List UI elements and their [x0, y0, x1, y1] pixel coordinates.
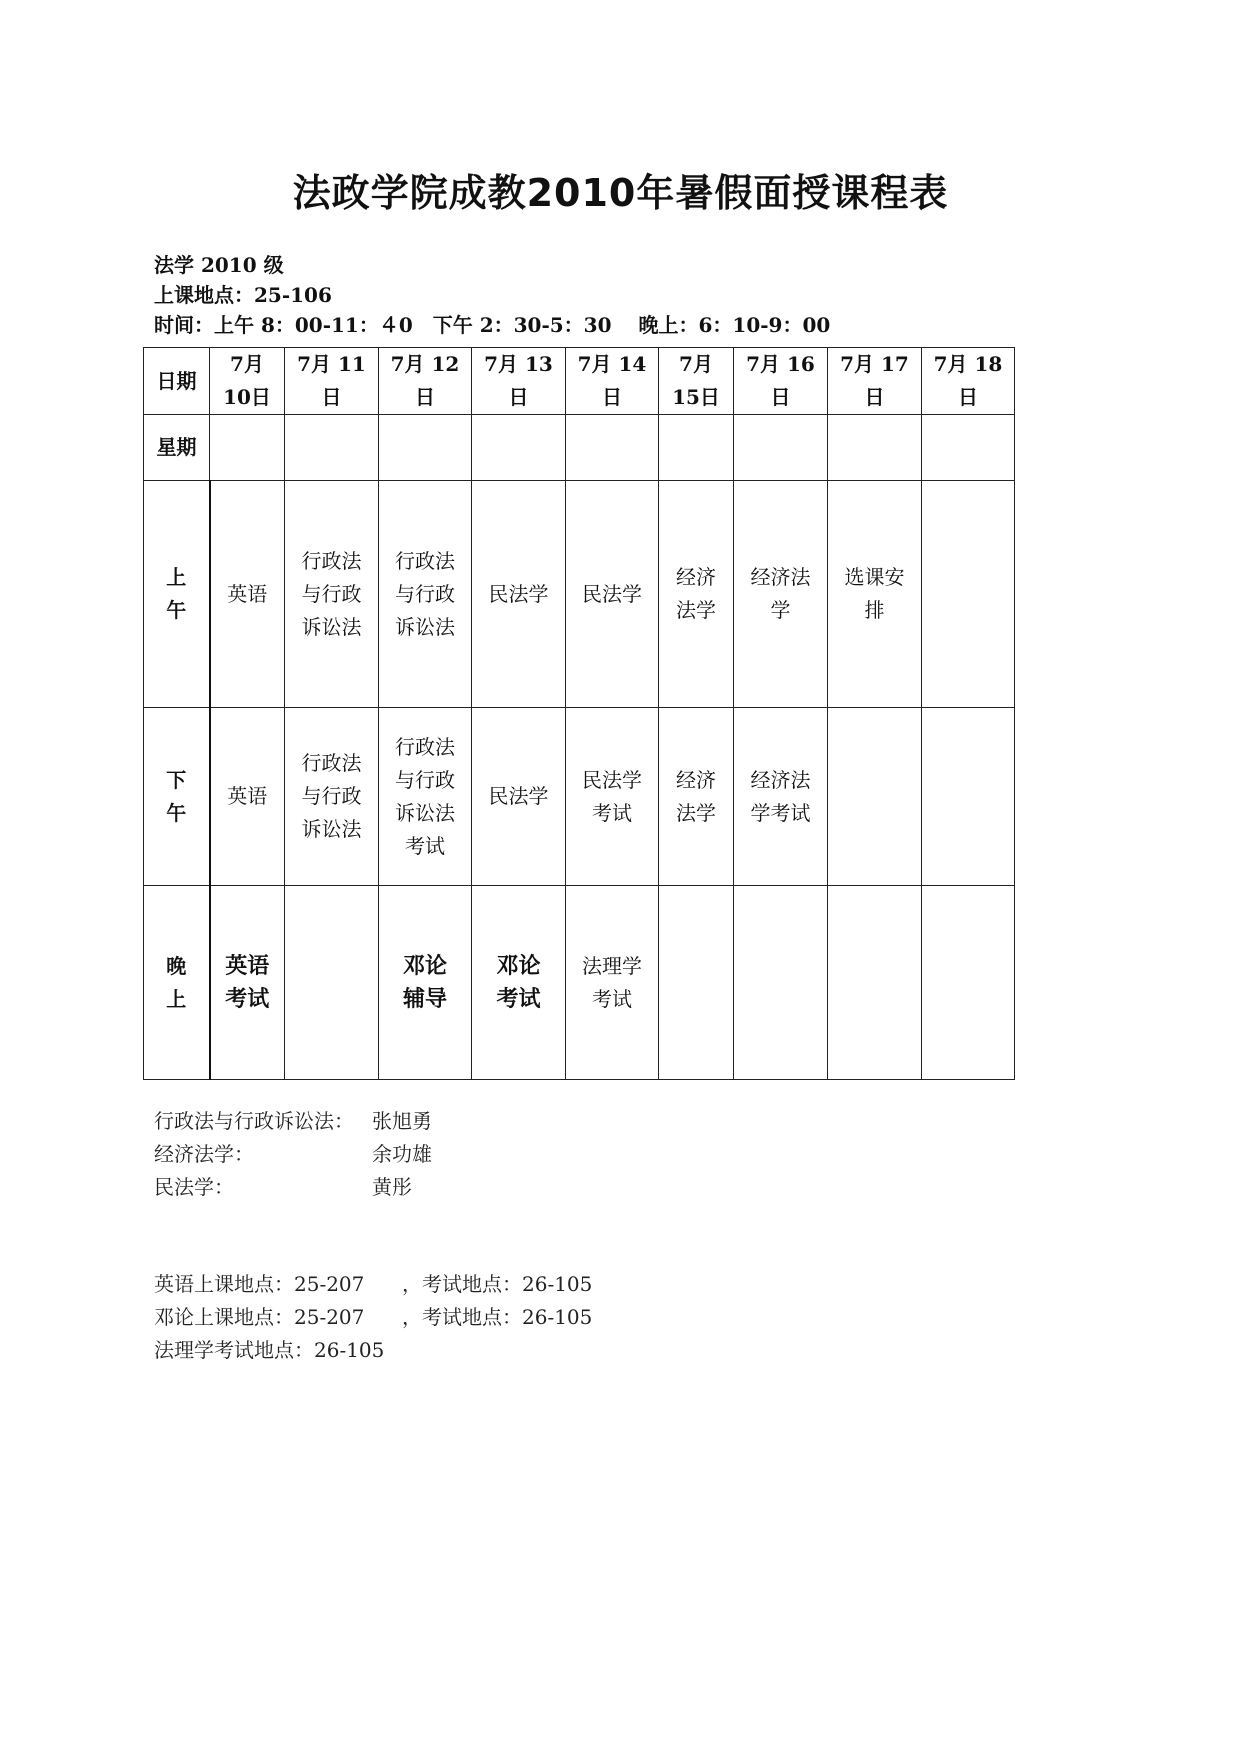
teacher-name: 余功雄	[372, 1142, 432, 1166]
weekday-cell	[285, 415, 379, 481]
course-cell: 行政法 与行政 诉讼法 考试	[379, 708, 472, 886]
exam-location: ，考试地点：26-105	[402, 1272, 593, 1296]
weekday-cell	[828, 415, 922, 481]
course-cell	[285, 886, 379, 1080]
course-cell: 民法学	[472, 481, 566, 708]
course-cell: 行政法 与行政 诉讼法	[285, 481, 379, 708]
teacher-name: 黄彤	[372, 1175, 412, 1199]
evening-row	[144, 886, 1015, 1080]
course-cell: 邓论 辅导	[379, 886, 472, 1080]
course-cell: 经济法 学	[734, 481, 828, 708]
schedule-table	[143, 347, 1015, 1080]
course-cell: 民法学	[472, 708, 566, 886]
course-cell	[828, 886, 922, 1080]
teacher-name: 张旭勇	[372, 1109, 432, 1133]
date-header-label: 日期	[144, 348, 210, 415]
exam-location: ，考试地点：26-105	[402, 1305, 593, 1329]
course-cell	[922, 481, 1015, 708]
course-cell	[922, 708, 1015, 886]
exam-only-location: 法理学考试地点：26-105	[154, 1338, 385, 1362]
weekday-cell	[734, 415, 828, 481]
weekday-cell	[922, 415, 1015, 481]
course-cell: 经济法 学考试	[734, 708, 828, 886]
course-cell: 选课安 排	[828, 481, 922, 708]
morning-label: 上 午	[144, 481, 210, 708]
date-cell: 7月 11 日	[285, 348, 379, 415]
course-cell: 英语	[210, 708, 285, 886]
course-cell	[828, 708, 922, 886]
date-cell: 7月 14 日	[566, 348, 659, 415]
course-name: 行政法与行政诉讼法：	[154, 1109, 354, 1133]
course-cell: 经济 法学	[659, 708, 734, 886]
date-cell: 7月 18 日	[922, 348, 1015, 415]
weekday-cell	[210, 415, 285, 481]
class-label: 法学 2010 级	[154, 253, 284, 277]
date-cell: 7月 16 日	[734, 348, 828, 415]
course-cell	[922, 886, 1015, 1080]
date-row	[144, 348, 1015, 415]
course-cell: 邓论 考试	[472, 886, 566, 1080]
course-cell: 英语 考试	[210, 886, 285, 1080]
weekday-label: 星期	[144, 415, 210, 481]
class-location: 英语上课地点：25-207	[154, 1272, 365, 1296]
course-cell: 经济 法学	[659, 481, 734, 708]
date-cell: 7月 10日	[210, 348, 285, 415]
date-cell: 7月 12 日	[379, 348, 472, 415]
course-name: 民法学：	[154, 1175, 234, 1199]
evening-label: 晚 上	[144, 886, 210, 1080]
course-cell: 法理学 考试	[566, 886, 659, 1080]
afternoon-row	[144, 708, 1015, 886]
class-location: 邓论上课地点：25-207	[154, 1305, 365, 1329]
course-cell: 民法学 考试	[566, 708, 659, 886]
weekday-row	[144, 415, 1015, 481]
place-label: 上课地点：25-106	[154, 283, 332, 307]
date-cell: 7月 13 日	[472, 348, 566, 415]
page-title: 法政学院成教2010年暑假面授课程表	[292, 171, 949, 215]
header-info	[154, 250, 830, 340]
course-cell	[734, 886, 828, 1080]
morning-row	[144, 481, 1015, 708]
weekday-cell	[379, 415, 472, 481]
course-cell: 行政法 与行政 诉讼法	[379, 481, 472, 708]
time-label: 时间：上午 8：00-11：４0 下午 2：30-5：30 晚上：6：10-9：00	[154, 313, 831, 337]
weekday-cell	[566, 415, 659, 481]
date-cell: 7月 15日	[659, 348, 734, 415]
afternoon-label: 下 午	[144, 708, 210, 886]
course-cell: 行政法 与行政 诉讼法	[285, 708, 379, 886]
course-cell: 民法学	[566, 481, 659, 708]
weekday-cell	[659, 415, 734, 481]
course-name: 经济法学：	[154, 1142, 254, 1166]
date-cell: 7月 17 日	[828, 348, 922, 415]
course-cell	[659, 886, 734, 1080]
weekday-cell	[472, 415, 566, 481]
course-cell: 英语	[210, 481, 285, 708]
